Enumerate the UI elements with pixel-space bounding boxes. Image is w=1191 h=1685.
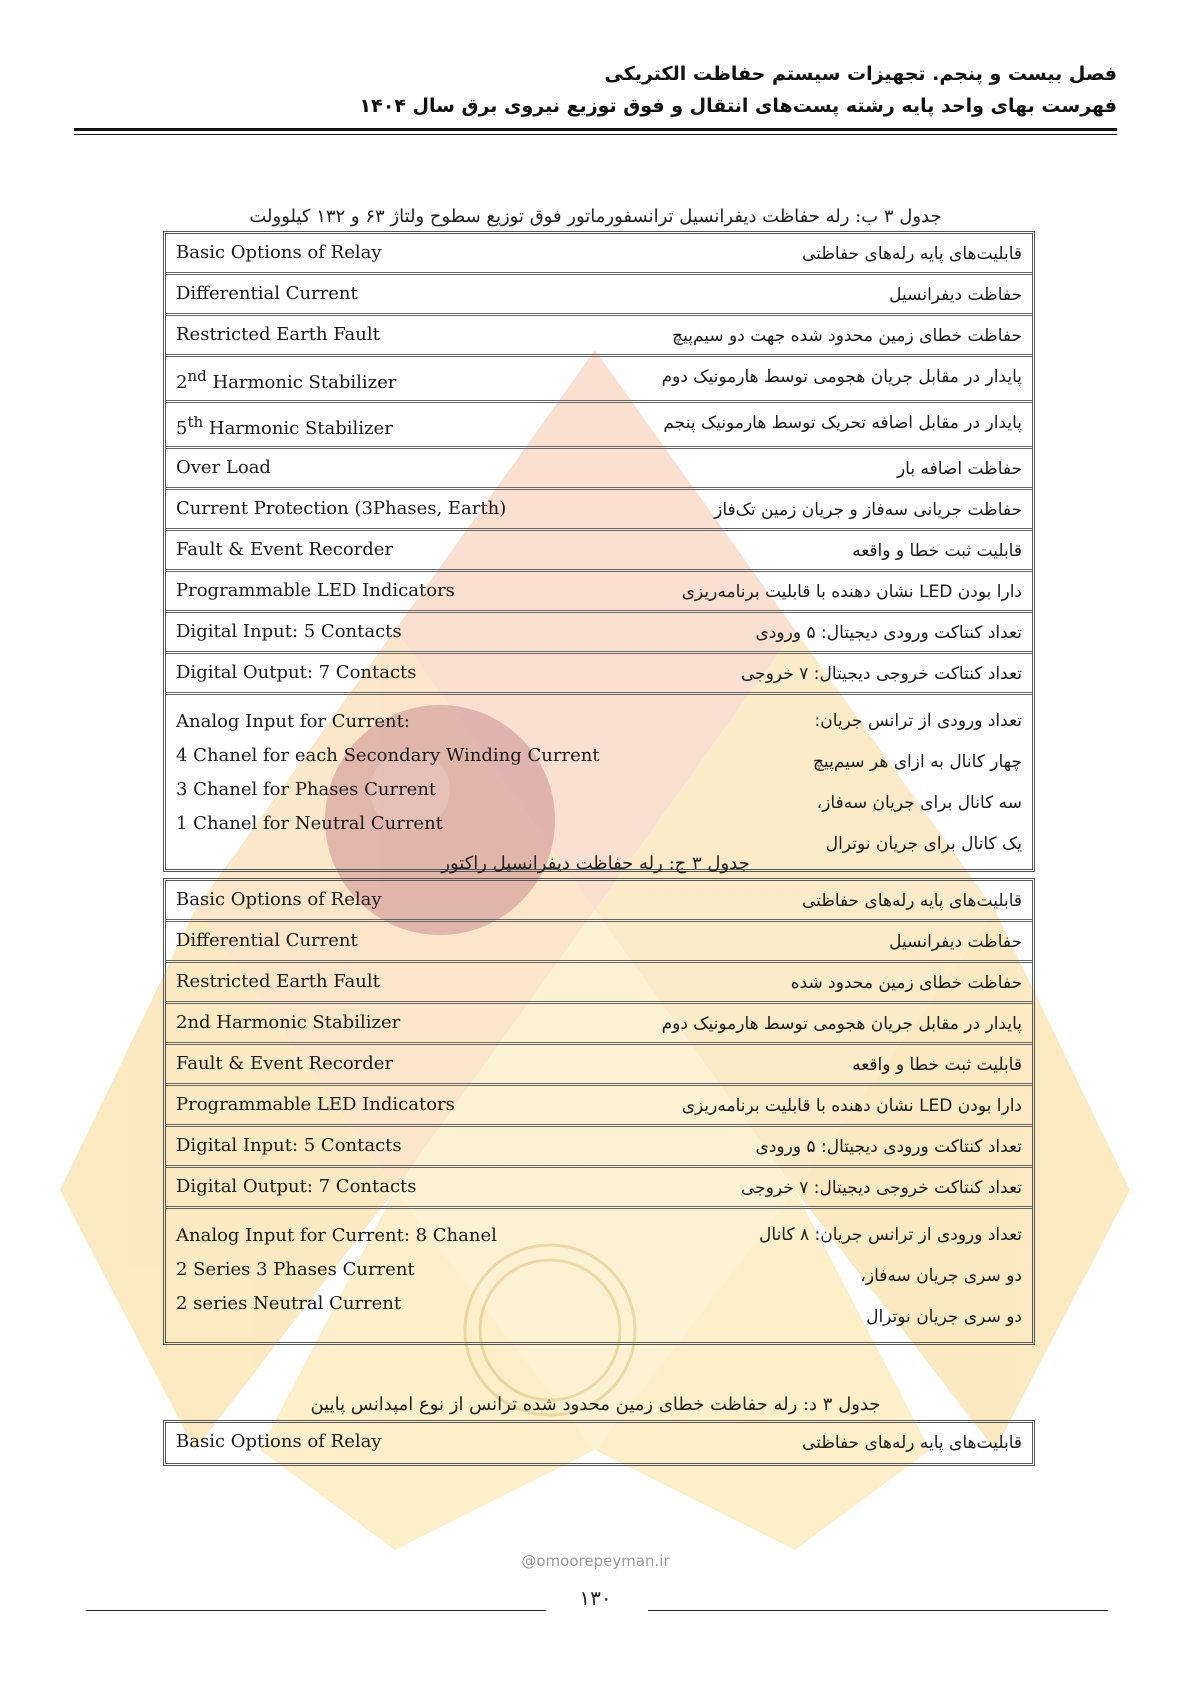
page-header: [74, 58, 1117, 122]
cell-en: Restricted Earth Fault: [176, 971, 380, 992]
page-number: ۱۳۰: [579, 1586, 612, 1610]
table-row: [166, 234, 1032, 275]
cell-fa: پایدار در مقابل جریان هجومی توسط هارمونیک دوم: [661, 367, 1022, 387]
cell-fa: قابلیت‌های پایه رله‌های حفاظتی: [802, 891, 1022, 911]
table-row: [166, 1045, 1032, 1086]
cell-fa: قابلیت ثبت خطا و واقعه: [852, 1055, 1022, 1075]
table-c: [163, 878, 1035, 1345]
table-d-caption: جدول ۳ د: رله حفاظت خطای زمین محدود شده ترانس از نوع امپدانس پایین: [310, 1394, 881, 1415]
cell-en: Basic Options of Relay: [176, 1431, 382, 1452]
cell-en: Fault & Event Recorder: [176, 539, 394, 560]
table-b-caption: جدول ۳ ب: رله حفاظت دیفرانسیل ترانسفورماتور فوق توزیع سطوح ولتاژ ۶۳ و ۱۳۲ کیلوولت: [249, 206, 942, 227]
cell-fa: پایدار در مقابل اضافه تحریک توسط هارمونیک پنجم: [663, 413, 1022, 433]
chapter-title: فصل بیست و پنجم. تجهیزات سیستم حفاظت الکتریکی: [604, 63, 1117, 85]
table-row: [166, 403, 1032, 449]
table-row: [166, 881, 1032, 922]
footer-rule-right: [648, 1610, 1108, 1611]
cell-en: Current Protection (3Phases, Earth): [176, 498, 507, 519]
cell-fa: قابلیت‌های پایه رله‌های حفاظتی: [802, 1433, 1022, 1453]
cell-fa: دارا بودن LED نشان دهنده با قابلیت برنامه‌ریزی: [681, 582, 1022, 602]
cell-en: 2nd Harmonic Stabilizer: [176, 367, 397, 393]
table-row: [166, 1168, 1032, 1209]
cell-fa: تعداد ورودی از ترانس جریان: چهار کانال به ازای هر سیم‌پیچ سه کانال برای جریان سه‌فاز، یک کانال برای جریان نوترال: [813, 711, 1022, 854]
cell-fa: تعداد کنتاکت ورودی دیجیتال: ۵ ورودی: [755, 1137, 1022, 1157]
table-c-caption: جدول ۳ ج: رله حفاظت دیفرانسیل راکتور: [441, 853, 750, 874]
cell-fa: حفاظت دیفرانسیل: [889, 285, 1022, 305]
table-row: [166, 490, 1032, 531]
cell-fa: حفاظت اضافه بار: [896, 459, 1022, 479]
header-rule-thin: [74, 134, 1117, 135]
table-row: [166, 1423, 1032, 1463]
cell-fa: پایدار در مقابل جریان هجومی توسط هارمونیک دوم: [661, 1014, 1022, 1034]
cell-fa: تعداد کنتاکت خروجی دیجیتال: ۷ خروجی: [741, 1178, 1022, 1198]
table-row: [166, 449, 1032, 490]
table-d: [163, 1420, 1035, 1466]
table-row: [166, 654, 1032, 695]
table-row: [166, 963, 1032, 1004]
cell-fa: قابلیت‌های پایه رله‌های حفاظتی: [802, 244, 1022, 264]
table-row: [166, 357, 1032, 403]
cell-en: Over Load: [176, 457, 271, 478]
cell-fa: حفاظت خطای زمین محدود شده جهت دو سیم‌پیچ: [672, 326, 1022, 346]
cell-en: Differential Current: [176, 283, 358, 304]
cell-en: Restricted Earth Fault: [176, 324, 380, 345]
cell-en: Digital Input: 5 Contacts: [176, 1135, 402, 1156]
table-b: [163, 231, 1035, 872]
cell-en: 2nd Harmonic Stabilizer: [176, 1012, 401, 1033]
cell-en: Digital Output: 7 Contacts: [176, 662, 417, 683]
cell-en: Basic Options of Relay: [176, 889, 382, 910]
cell-en: Programmable LED Indicators: [176, 1094, 455, 1115]
footer-rule-left: [86, 1610, 546, 1611]
table-row: [166, 1004, 1032, 1045]
cell-fa: قابلیت ثبت خطا و واقعه: [852, 541, 1022, 561]
cell-fa: حفاظت خطای زمین محدود شده: [790, 973, 1022, 993]
cell-en: Fault & Event Recorder: [176, 1053, 394, 1074]
table-row-analog-input: [166, 695, 1032, 869]
table-row: [166, 531, 1032, 572]
cell-en: Digital Input: 5 Contacts: [176, 621, 402, 642]
header-rule: [74, 128, 1117, 131]
cell-en: Digital Output: 7 Contacts: [176, 1176, 417, 1197]
table-row: [166, 572, 1032, 613]
cell-en: Differential Current: [176, 930, 358, 951]
cell-en: 5th Harmonic Stabilizer: [176, 413, 393, 439]
cell-fa: دارا بودن LED نشان دهنده با قابلیت برنامه‌ریزی: [681, 1096, 1022, 1116]
table-row-analog-input: [166, 1209, 1032, 1342]
cell-fa: تعداد ورودی از ترانس جریان: ۸ کانال دو سری جریان سه‌فاز، دو سری جریان نوترال: [759, 1225, 1022, 1327]
table-row: [166, 1127, 1032, 1168]
table-row: [166, 1086, 1032, 1127]
document-title: فهرست بهای واحد پایه رشته پست‌های انتقال و فوق توزیع نیروی برق سال ۱۴۰۴: [359, 95, 1117, 117]
cell-fa: حفاظت جریانی سه‌فاز و جریان زمین تک‌فاز: [714, 500, 1022, 520]
cell-en: Programmable LED Indicators: [176, 580, 455, 601]
table-row: [166, 613, 1032, 654]
cell-fa: تعداد کنتاکت ورودی دیجیتال: ۵ ورودی: [755, 623, 1022, 643]
watermark-url: @omoorepeyman.ir: [521, 1552, 670, 1570]
cell-en: Basic Options of Relay: [176, 242, 382, 263]
cell-en: Analog Input for Current: 8 Chanel 2 Series 3 Phases Current 2 series Neutral Current: [176, 1225, 497, 1314]
table-row: [166, 922, 1032, 963]
cell-fa: حفاظت دیفرانسیل: [889, 932, 1022, 952]
table-row: [166, 316, 1032, 357]
cell-fa: تعداد کنتاکت خروجی دیجیتال: ۷ خروجی: [741, 664, 1022, 684]
cell-en: Analog Input for Current: 4 Chanel for each Secondary Winding Current 3 Chanel for Phases Current 1 Chanel for Neutral Current: [176, 711, 600, 834]
table-row: [166, 275, 1032, 316]
